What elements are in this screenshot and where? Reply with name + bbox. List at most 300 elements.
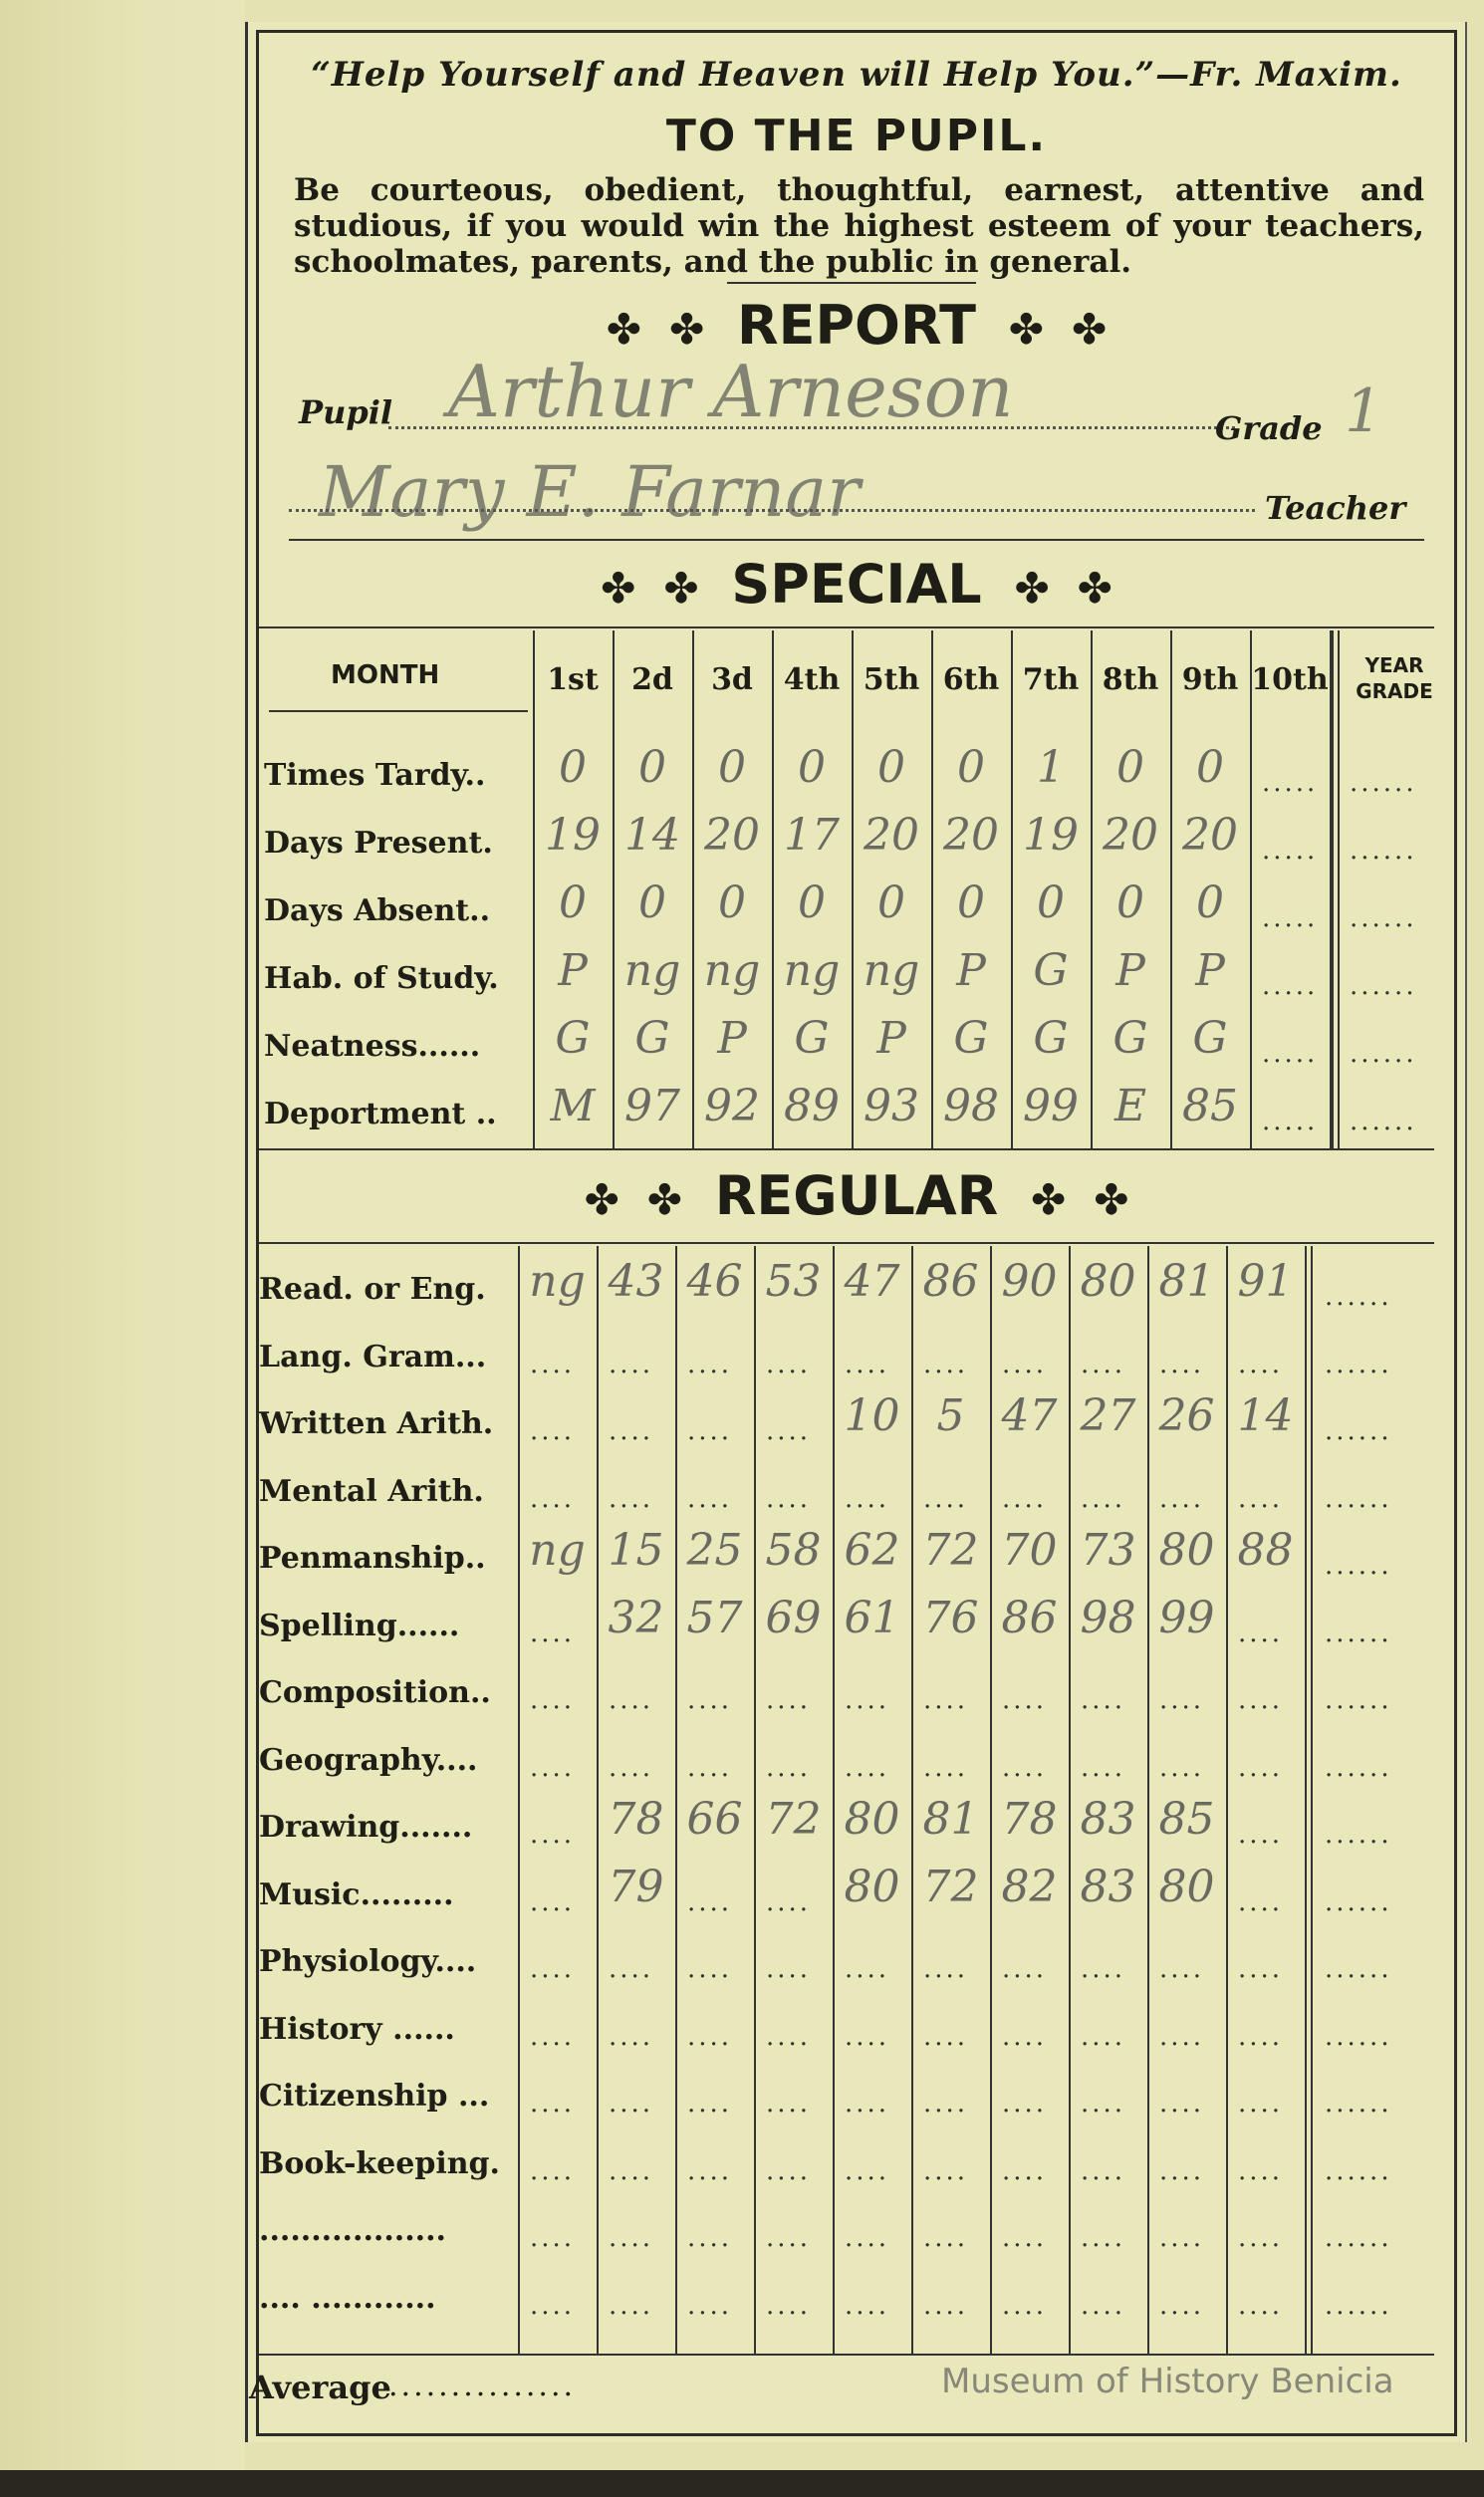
empty-cell-dots: .... — [1159, 2021, 1205, 2052]
regular-cell: 80 — [1158, 1525, 1215, 1576]
empty-cell-dots: .... — [687, 1752, 733, 1783]
empty-cell-dots: .... — [1238, 2223, 1284, 2253]
teacher-line — [289, 509, 1255, 512]
year-grade-dots: ...... — [1325, 1349, 1392, 1379]
empty-cell-dots: .... — [687, 1349, 733, 1379]
year-grade-dots: ...... — [1325, 2155, 1392, 2186]
card-title: TO THE PUPIL. — [665, 111, 1048, 161]
special-cell: 1 — [1037, 742, 1065, 793]
special-cell: P — [1195, 945, 1225, 996]
empty-cell-dots: .... — [530, 1820, 576, 1850]
empty-cell-dots: .... — [687, 1483, 733, 1514]
empty-cell-dots: .... — [1238, 1820, 1284, 1850]
year-grade-dots: ...... — [1325, 1618, 1392, 1648]
empty-cell-dots: .... — [1159, 2155, 1205, 2186]
empty-cell-dots: .... — [1238, 2155, 1284, 2186]
report-top-rule — [727, 282, 976, 284]
empty-cell-dots: .... — [923, 2290, 969, 2321]
special-cell: 20 — [1103, 810, 1158, 861]
regular-row-label: History ...... — [259, 2011, 455, 2047]
special-cell: P — [1115, 945, 1145, 996]
special-cell: 0 — [798, 877, 826, 928]
flourish-icon: ✤ — [1094, 1175, 1129, 1224]
year-grade-dots: ...... — [1350, 903, 1417, 933]
empty-cell-dots: ..... — [1262, 1107, 1319, 1136]
empty-cell-dots: .... — [609, 1349, 654, 1379]
regular-cell: 62 — [844, 1525, 900, 1576]
empty-cell-dots: .... — [766, 2021, 812, 2052]
empty-cell-dots: .... — [923, 1752, 969, 1783]
average-label: Average — [249, 2369, 391, 2406]
special-col-line — [1332, 630, 1334, 1148]
regular-cell: 91 — [1237, 1256, 1294, 1307]
empty-cell-dots: .... — [609, 1483, 654, 1514]
empty-cell-dots: .... — [687, 1886, 733, 1917]
special-cell: G — [1192, 1013, 1228, 1064]
regular-cell: 46 — [686, 1256, 743, 1307]
special-cell: 17 — [784, 810, 840, 861]
empty-cell-dots: .... — [845, 1954, 890, 1984]
year-grade-dots: ...... — [1350, 836, 1417, 866]
month-header-rule — [269, 710, 528, 712]
empty-cell-dots: .... — [923, 2021, 969, 2052]
empty-cell-dots: .... — [530, 2155, 576, 2186]
empty-cell-dots: .... — [923, 1954, 969, 1984]
regular-cell: 72 — [922, 1861, 979, 1912]
empty-cell-dots: .... — [1081, 1685, 1126, 1715]
special-cell: 19 — [1023, 810, 1079, 861]
year-grade-dots: ...... — [1325, 1282, 1392, 1312]
special-cell: G — [953, 1013, 989, 1064]
empty-cell-dots: .... — [530, 2021, 576, 2052]
report-bottom-rule — [289, 539, 1424, 541]
regular-cell: 70 — [1001, 1525, 1058, 1576]
empty-cell-dots: .... — [530, 2290, 576, 2321]
empty-cell-dots: .... — [1002, 1349, 1048, 1379]
regular-cell: 43 — [608, 1256, 664, 1307]
empty-cell-dots: .... — [530, 1618, 576, 1648]
empty-cell-dots: .... — [1081, 2290, 1126, 2321]
flourish-icon: ✤ — [1077, 564, 1113, 613]
special-cell: 20 — [943, 810, 999, 861]
report-card-border — [249, 30, 1457, 2436]
regular-cell: 81 — [922, 1794, 979, 1845]
regular-row-label: Spelling...... — [259, 1608, 460, 1643]
pupil-label: Pupil — [299, 393, 393, 431]
empty-cell-dots: .... — [530, 1685, 576, 1715]
special-cell: E — [1113, 1081, 1147, 1131]
average-dots: ............... — [388, 2369, 577, 2403]
special-cell: 20 — [864, 810, 919, 861]
special-cell: 19 — [545, 810, 601, 861]
regular-row-label: Geography.... — [259, 1742, 478, 1778]
regular-row-label: Read. or Eng. — [259, 1272, 486, 1307]
year-grade-line1: YEAR — [1364, 653, 1424, 677]
empty-cell-dots: .... — [1002, 1954, 1048, 1984]
empty-cell-dots: .... — [1238, 1349, 1284, 1379]
empty-cell-dots: .... — [1081, 2021, 1126, 2052]
special-row-label: Days Absent.. — [264, 893, 491, 928]
flourish-icon: ✤ — [646, 1175, 682, 1224]
empty-cell-dots: .... — [1159, 2223, 1205, 2253]
special-cell: 89 — [784, 1081, 840, 1131]
empty-cell-dots: .... — [1238, 1483, 1284, 1514]
teacher-label: Teacher — [1265, 489, 1406, 527]
regular-row-label: Physiology.... — [259, 1944, 477, 1979]
regular-cell: 61 — [844, 1592, 900, 1643]
empty-cell-dots: .... — [687, 2223, 733, 2253]
empty-cell-dots: .... — [845, 1349, 890, 1379]
special-cell: 0 — [1116, 742, 1144, 793]
special-heading-text: SPECIAL — [731, 553, 982, 616]
report-heading-text: REPORT — [737, 294, 976, 357]
empty-cell-dots: .... — [1081, 1752, 1126, 1783]
month-header: MONTH — [331, 660, 440, 690]
regular-cell: 32 — [608, 1592, 664, 1643]
regular-cell: 86 — [922, 1256, 979, 1307]
special-cell: 0 — [718, 877, 746, 928]
empty-cell-dots: .... — [687, 2021, 733, 2052]
month-col-header: 2d — [631, 662, 673, 697]
special-cell: 92 — [704, 1081, 760, 1131]
flourish-icon: ✤ — [606, 305, 641, 354]
empty-cell-dots: .... — [1159, 1954, 1205, 1984]
year-grade-dots: ...... — [1325, 1954, 1392, 1984]
empty-cell-dots: .... — [1081, 1349, 1126, 1379]
year-grade-dots: ...... — [1350, 1039, 1417, 1069]
empty-cell-dots: ..... — [1262, 971, 1319, 1001]
regular-cell: ng — [529, 1256, 586, 1307]
special-cell: G — [634, 1013, 670, 1064]
regular-row-label: Penmanship.. — [259, 1541, 486, 1576]
special-cell: 93 — [864, 1081, 919, 1131]
regular-cell: 73 — [1080, 1525, 1136, 1576]
empty-cell-dots: .... — [1159, 2089, 1205, 2119]
regular-cell: ng — [529, 1525, 586, 1576]
empty-cell-dots: .... — [845, 2223, 890, 2253]
regular-cell: 72 — [922, 1525, 979, 1576]
empty-cell-dots: .... — [1002, 2021, 1048, 2052]
special-top-rule — [259, 626, 1434, 628]
regular-row-label: Mental Arith. — [259, 1473, 484, 1509]
special-cell: P — [956, 945, 986, 996]
empty-cell-dots: ..... — [1262, 768, 1319, 798]
empty-cell-dots: .... — [1238, 1685, 1284, 1715]
empty-cell-dots: .... — [1002, 2290, 1048, 2321]
month-col-header: 9th — [1181, 662, 1239, 697]
report-heading — [259, 294, 1454, 357]
special-cell: 0 — [877, 877, 905, 928]
month-col-header: 7th — [1022, 662, 1080, 697]
empty-cell-dots: .... — [1159, 1349, 1205, 1379]
museum-watermark: Museum of History Benicia — [941, 2362, 1394, 2401]
empty-cell-dots: .... — [530, 1349, 576, 1379]
empty-cell-dots: .... — [609, 2155, 654, 2186]
special-cell: 0 — [718, 742, 746, 793]
regular-row-label: Written Arith. — [259, 1406, 494, 1441]
page-margin — [0, 0, 245, 2497]
year-grade-dots: ...... — [1350, 1107, 1417, 1136]
regular-cell: 86 — [1001, 1592, 1058, 1643]
regular-row-label: .................. — [259, 2213, 446, 2248]
year-grade-dots: ...... — [1325, 1820, 1392, 1850]
regular-row-label: Drawing....... — [259, 1810, 473, 1845]
empty-cell-dots: .... — [845, 1483, 890, 1514]
grade-label: Grade — [1215, 409, 1323, 447]
empty-cell-dots: .... — [609, 1954, 654, 1984]
regular-row-label: Citizenship ... — [259, 2079, 490, 2114]
month-col-header: 5th — [863, 662, 920, 697]
year-grade-dots: ...... — [1350, 768, 1417, 798]
empty-cell-dots: .... — [1081, 2089, 1126, 2119]
special-cell: 85 — [1182, 1081, 1238, 1131]
pupil-name: Arthur Arneson — [448, 350, 1014, 433]
regular-row-label: Lang. Gram... — [259, 1339, 487, 1374]
year-grade-dots: ...... — [1325, 2021, 1392, 2052]
special-cell: 0 — [559, 877, 587, 928]
regular-cell: 79 — [608, 1861, 664, 1912]
flourish-icon: ✤ — [584, 1175, 619, 1224]
scan-bottom-edge — [0, 2470, 1484, 2497]
empty-cell-dots: .... — [1238, 2089, 1284, 2119]
year-grade-header — [1340, 652, 1449, 704]
year-grade-dots: ...... — [1325, 1886, 1392, 1917]
year-grade-dots: ...... — [1325, 2089, 1392, 2119]
special-cell: 0 — [957, 742, 985, 793]
year-grade-dots: ...... — [1325, 1551, 1392, 1581]
empty-cell-dots: .... — [530, 1886, 576, 1917]
regular-cell: 10 — [844, 1390, 900, 1441]
special-cell: ng — [703, 945, 761, 996]
regular-cell: 5 — [936, 1390, 965, 1441]
empty-cell-dots: .... — [530, 2089, 576, 2119]
flourish-icon: ✤ — [1071, 305, 1108, 354]
regular-row-label: Book-keeping. — [259, 2145, 500, 2181]
year-grade-dots: ...... — [1325, 1483, 1392, 1514]
special-cell: ng — [623, 945, 681, 996]
special-row-label: Hab. of Study. — [264, 961, 499, 996]
empty-cell-dots: .... — [1238, 1886, 1284, 1917]
year-grade-dots: ...... — [1350, 971, 1417, 1001]
empty-cell-dots: .... — [1081, 2155, 1126, 2186]
flourish-icon: ✤ — [1014, 564, 1050, 613]
regular-cell: 58 — [765, 1525, 822, 1576]
empty-cell-dots: .... — [923, 1483, 969, 1514]
empty-cell-dots: .... — [530, 1483, 576, 1514]
regular-cell: 98 — [1080, 1592, 1136, 1643]
empty-cell-dots: .... — [1081, 1483, 1126, 1514]
year-grade-dots: ...... — [1325, 1685, 1392, 1715]
empty-cell-dots: .... — [766, 2155, 812, 2186]
intro-text: Be courteous, obedient, thoughtful, earnest, attentive and studious, if you would win the highest esteem of your teachers, schoolmates, parents, and the public in general. — [294, 172, 1424, 280]
special-col-line — [1250, 630, 1252, 1148]
empty-cell-dots: .... — [1238, 2021, 1284, 2052]
regular-col-line — [1311, 1246, 1313, 2354]
special-cell: 97 — [624, 1081, 680, 1131]
year-grade-dots: ...... — [1325, 1752, 1392, 1783]
regular-cell: 80 — [844, 1861, 900, 1912]
empty-cell-dots: .... — [1159, 2290, 1205, 2321]
empty-cell-dots: .... — [609, 2089, 654, 2119]
empty-cell-dots: .... — [1002, 2155, 1048, 2186]
special-cell: G — [1033, 1013, 1069, 1064]
empty-cell-dots: .... — [1159, 1752, 1205, 1783]
special-cell: 98 — [943, 1081, 999, 1131]
empty-cell-dots: ..... — [1262, 1039, 1319, 1069]
regular-top-rule — [259, 1242, 1434, 1244]
empty-cell-dots: .... — [1081, 1954, 1126, 1984]
year-grade-line2: GRADE — [1356, 679, 1433, 703]
empty-cell-dots: .... — [609, 2223, 654, 2253]
report-card — [245, 22, 1467, 2442]
empty-cell-dots: .... — [1002, 2089, 1048, 2119]
special-row-label: Deportment .. — [264, 1097, 497, 1131]
special-cell: 20 — [704, 810, 760, 861]
special-cell: 0 — [798, 742, 826, 793]
empty-cell-dots: .... — [1002, 2223, 1048, 2253]
special-cell: ng — [783, 945, 841, 996]
regular-row-label: Music......... — [259, 1876, 454, 1912]
empty-cell-dots: .... — [530, 2223, 576, 2253]
special-row-label: Neatness...... — [264, 1029, 481, 1064]
empty-cell-dots: .... — [687, 2290, 733, 2321]
empty-cell-dots: .... — [1159, 1685, 1205, 1715]
empty-cell-dots: .... — [766, 2223, 812, 2253]
regular-cell: 26 — [1158, 1390, 1215, 1441]
empty-cell-dots: .... — [687, 2155, 733, 2186]
empty-cell-dots: .... — [923, 1349, 969, 1379]
empty-cell-dots: .... — [687, 1685, 733, 1715]
special-cell: P — [876, 1013, 906, 1064]
special-heading — [259, 553, 1454, 616]
empty-cell-dots: .... — [530, 1954, 576, 1984]
special-cell: 0 — [877, 742, 905, 793]
empty-cell-dots: .... — [766, 1483, 812, 1514]
empty-cell-dots: .... — [766, 1954, 812, 1984]
regular-cell: 78 — [608, 1794, 664, 1845]
special-cell: P — [717, 1013, 747, 1064]
year-grade-dots: ...... — [1325, 2223, 1392, 2253]
empty-cell-dots: ..... — [1262, 903, 1319, 933]
special-cell: 99 — [1023, 1081, 1079, 1131]
regular-cell: 57 — [686, 1592, 743, 1643]
empty-cell-dots: .... — [1081, 2223, 1126, 2253]
regular-cell: 82 — [1001, 1861, 1058, 1912]
empty-cell-dots: .... — [1002, 1483, 1048, 1514]
empty-cell-dots: .... — [1159, 1483, 1205, 1514]
empty-cell-dots: .... — [766, 2290, 812, 2321]
regular-heading — [259, 1164, 1454, 1227]
special-cell: 0 — [1196, 877, 1224, 928]
special-cell: 0 — [1196, 742, 1224, 793]
flourish-icon: ✤ — [669, 305, 705, 354]
special-cell: 0 — [1037, 877, 1065, 928]
empty-cell-dots: .... — [609, 2290, 654, 2321]
regular-cell: 27 — [1080, 1390, 1136, 1441]
empty-cell-dots: .... — [923, 1685, 969, 1715]
empty-cell-dots: .... — [766, 1685, 812, 1715]
flourish-icon: ✤ — [1031, 1175, 1067, 1224]
empty-cell-dots: ..... — [1262, 836, 1319, 866]
empty-cell-dots: .... — [609, 1685, 654, 1715]
empty-cell-dots: .... — [687, 1416, 733, 1446]
special-cell: 0 — [1116, 877, 1144, 928]
regular-cell: 83 — [1080, 1794, 1136, 1845]
special-col-line — [1338, 630, 1340, 1148]
regular-cell: 81 — [1158, 1256, 1215, 1307]
special-cell: 20 — [1182, 810, 1238, 861]
regular-cell: 80 — [1158, 1861, 1215, 1912]
empty-cell-dots: .... — [845, 1752, 890, 1783]
empty-cell-dots: .... — [766, 1752, 812, 1783]
special-cell: 0 — [638, 877, 666, 928]
month-col-header: 8th — [1102, 662, 1159, 697]
regular-cell: 85 — [1158, 1794, 1215, 1845]
regular-row-label: Composition.. — [259, 1675, 491, 1710]
regular-cell: 47 — [844, 1256, 900, 1307]
regular-cell: 76 — [922, 1592, 979, 1643]
special-cell: P — [558, 945, 588, 996]
empty-cell-dots: .... — [845, 2089, 890, 2119]
special-cell: G — [1033, 945, 1069, 996]
empty-cell-dots: .... — [766, 1416, 812, 1446]
month-col-header: 10th — [1251, 662, 1329, 697]
special-cell: M — [550, 1081, 596, 1131]
regular-cell: 90 — [1001, 1256, 1058, 1307]
special-cell: G — [1113, 1013, 1148, 1064]
special-cell: G — [794, 1013, 830, 1064]
regular-row-label: .... ............ — [259, 2280, 436, 2316]
special-row-label: Days Present. — [264, 826, 493, 861]
regular-cell: 69 — [765, 1592, 822, 1643]
empty-cell-dots: .... — [1238, 1752, 1284, 1783]
empty-cell-dots: .... — [687, 2089, 733, 2119]
special-bottom-rule — [259, 1148, 1434, 1150]
empty-cell-dots: .... — [766, 2089, 812, 2119]
regular-heading-text: REGULAR — [714, 1164, 999, 1227]
empty-cell-dots: .... — [1238, 1954, 1284, 1984]
regular-cell: 47 — [1001, 1390, 1058, 1441]
empty-cell-dots: .... — [923, 2089, 969, 2119]
month-col-header: 3d — [711, 662, 753, 697]
teacher-name: Mary E. Farnar — [319, 451, 861, 533]
special-cell: 0 — [638, 742, 666, 793]
year-grade-dots: ...... — [1325, 2290, 1392, 2321]
regular-cell: 72 — [765, 1794, 822, 1845]
empty-cell-dots: .... — [1238, 1618, 1284, 1648]
regular-cell: 78 — [1001, 1794, 1058, 1845]
empty-cell-dots: .... — [923, 2155, 969, 2186]
regular-cell: 88 — [1237, 1525, 1294, 1576]
special-row-label: Times Tardy.. — [264, 758, 486, 793]
special-cell: 0 — [957, 877, 985, 928]
flourish-icon: ✤ — [1008, 305, 1044, 354]
regular-cell: 66 — [686, 1794, 743, 1845]
regular-cell: 80 — [1080, 1256, 1136, 1307]
special-cell: G — [555, 1013, 591, 1064]
empty-cell-dots: .... — [530, 1416, 576, 1446]
regular-cell: 14 — [1237, 1390, 1294, 1441]
empty-cell-dots: .... — [845, 2021, 890, 2052]
regular-col-line — [518, 1246, 520, 2354]
empty-cell-dots: .... — [609, 2021, 654, 2052]
empty-cell-dots: .... — [609, 1416, 654, 1446]
regular-cell: 15 — [608, 1525, 664, 1576]
regular-cell: 53 — [765, 1256, 822, 1307]
grade-value: 1 — [1345, 376, 1383, 446]
month-col-header: 1st — [547, 662, 599, 697]
regular-cell: 99 — [1158, 1592, 1215, 1643]
